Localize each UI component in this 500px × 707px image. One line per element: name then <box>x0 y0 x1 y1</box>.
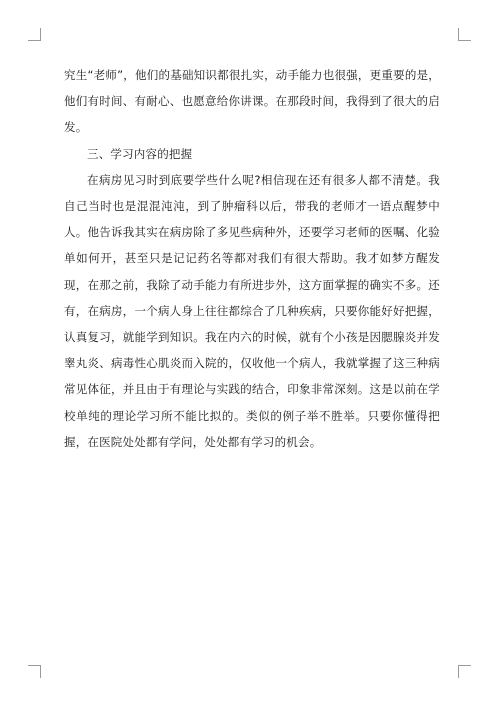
paragraph-continuation: 究生“老师”，他们的基础知识都很扎实，动手能力也很强，更重要的是，他们有时间、有耐心、也愿意给你讲课。在那段时间，我得到了很大的启发。 <box>64 68 440 135</box>
crop-mark-top-right <box>458 28 471 41</box>
crop-mark-bottom-right <box>458 665 471 678</box>
crop-mark-top-left <box>28 28 41 41</box>
section-paragraph: 在病房见习时到底要学些什么呢?相信现在还有很多人都不清楚。我自己当时也是混混沌沌，到了肿瘤科以后，带我的老师才一语点醒梦中人。他告诉我其实在病房除了多见些病种外，还要学习老师的医嘱、化验单如何开，甚至只是记记药名等都对我们有很大帮助。我才如梦方醒发现，在那之前，我除了动手能力有所进步外，这方面掌握的确实不多。还有，在病房，一个病人身上往往都综合了几种疾病，只要你能好好把握，认真复习，就能学到知识。我在内六的时候，就有个小孩是因腮腺炎并发睾丸炎、病毒性心肌炎而入院的，仅收他一个病人，我就掌握了这三种病常见体征，并且由于有理论与实践的结合，印象非常深刻。这是以前在学校单纯的理论学习所不能比拟的。类似的例子举不胜举。只要你懂得把握，在医院处处都有学问，处处都有学习的机会。 <box>64 172 440 449</box>
document-body <box>64 62 440 455</box>
section-heading: 三、学习内容的把握 <box>87 146 193 161</box>
crop-mark-bottom-left <box>28 665 41 678</box>
